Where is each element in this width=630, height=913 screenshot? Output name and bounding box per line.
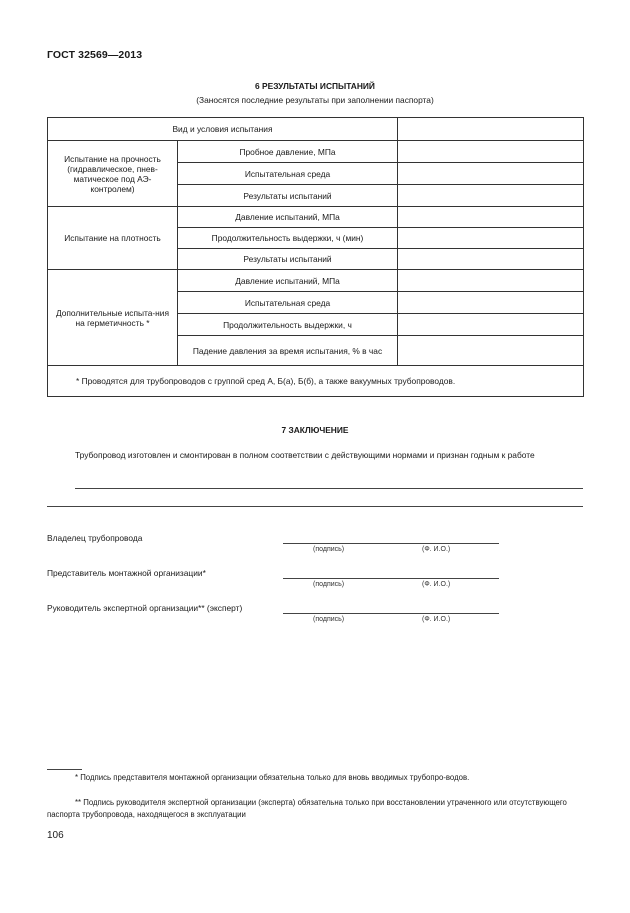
signature-label: Представитель монтажной организации*	[47, 568, 206, 578]
value-cell	[398, 207, 584, 228]
condition-cell: Падение давления за время испытания, % в час	[178, 336, 398, 366]
value-cell	[398, 163, 584, 185]
condition-cell: Пробное давление, МПа	[178, 141, 398, 163]
value-cell	[398, 141, 584, 163]
group-name-cell: Испытание на плотность	[48, 207, 178, 270]
signature-line	[283, 578, 499, 579]
condition-cell: Результаты испытаний	[178, 249, 398, 270]
conclusion-line	[47, 506, 583, 507]
condition-cell: Давление испытаний, МПа	[178, 270, 398, 292]
value-cell	[398, 118, 584, 141]
value-cell	[398, 270, 584, 292]
name-caption: (Ф. И.О.)	[422, 581, 451, 588]
condition-cell: Испытательная среда	[178, 163, 398, 185]
signature-line	[283, 613, 499, 614]
value-cell	[398, 336, 584, 366]
condition-cell: Продолжительность выдержки, ч (мин)	[178, 228, 398, 249]
table-note-row	[48, 366, 584, 397]
condition-cell: Давление испытаний, МПа	[178, 207, 398, 228]
footnote-separator	[47, 769, 82, 770]
condition-cell: Испытательная среда	[178, 292, 398, 314]
table-note: * Проводятся для трубопроводов с группой сред А, Б(а), Б(б), а также вакуумных трубопроводов.	[48, 366, 584, 397]
signature-caption: (подпись)	[313, 616, 345, 623]
section-6-title: 6 РЕЗУЛЬТАТЫ ИСПЫТАНИЙ	[255, 81, 375, 91]
footnote: * Подпись представителя монтажной организации обязательна только для вновь вводимых трубопро-водов.	[75, 773, 470, 782]
table-row	[48, 141, 584, 163]
signature-label: Руководитель экспертной организации** (эксперт)	[47, 603, 243, 613]
document-header: ГОСТ 32569—2013	[47, 49, 143, 61]
test-results-table	[47, 117, 584, 397]
footnote: ** Подпись руководителя экспертной организации (эксперта) обязательна только при восстановлении утраченного или отсутствующего паспорта трубопровода, находящегося в эксплуатации	[47, 798, 567, 819]
condition-cell: Результаты испытаний	[178, 185, 398, 207]
section-7-title: 7 ЗАКЛЮЧЕНИЕ	[281, 425, 349, 435]
condition-cell: Продолжительность выдержки, ч	[178, 314, 398, 336]
value-cell	[398, 314, 584, 336]
signature-caption: (подпись)	[313, 546, 345, 553]
name-caption: (Ф. И.О.)	[422, 546, 451, 553]
value-cell	[398, 228, 584, 249]
conclusion-text: Трубопровод изготовлен и смонтирован в полном соответствии с действующими нормами и признан годным к работе	[75, 450, 535, 460]
page-number: 106	[47, 830, 64, 841]
name-caption: (Ф. И.О.)	[422, 616, 451, 623]
group-name-cell: Испытание на прочность (гидравлическое, пнев-матическое под АЭ-контролем)	[48, 141, 178, 207]
table-header-row	[48, 118, 584, 141]
table-row	[48, 270, 584, 292]
table-header-cell: Вид и условия испытания	[48, 118, 398, 141]
section-6-subtitle: (Заносятся последние результаты при заполнении паспорта)	[196, 95, 434, 105]
conclusion-line	[75, 488, 583, 489]
signature-label: Владелец трубопровода	[47, 533, 143, 543]
table-row	[48, 207, 584, 228]
value-cell	[398, 185, 584, 207]
value-cell	[398, 249, 584, 270]
group-name-cell: Дополнительные испыта-ния на герметичность *	[48, 270, 178, 366]
signature-caption: (подпись)	[313, 581, 345, 588]
value-cell	[398, 292, 584, 314]
signature-line	[283, 543, 499, 544]
